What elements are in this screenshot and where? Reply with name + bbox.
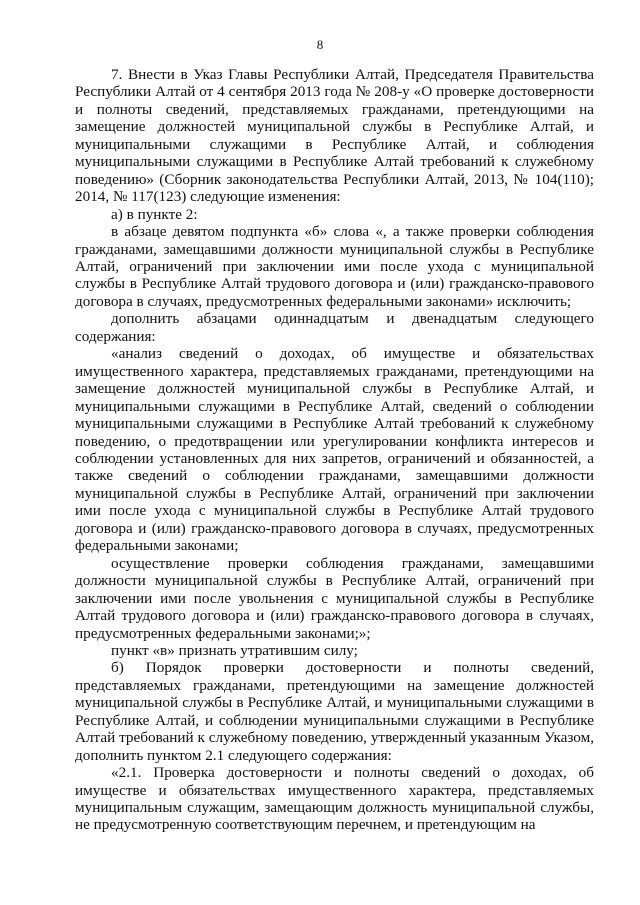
paragraph-subitem-a: а) в пункте 2: — [111, 205, 198, 223]
paragraph-clause-2-1: «2.1. Проверка достоверности и полноты сведений о доходах, об имуществе и обязательствах имущественного характера, представляемых муниципальным служащим, замещающим должность муниципальной службы, не предусмотренную соответствующим перечнем, и претендующим на — [75, 764, 594, 834]
paragraph-subitem-b: б) Порядок проверки достоверности и полноты сведений, представляемых гражданами, претендующими на замещение должностей муниципальной службы в Республике Алтай, и муниципальными служащими в Республике Алтай, и соблюдении муниципальными служащими в Республике Алтай требований к служебному поведению, утвержденный указанным Указом, дополнить пунктом 2.1 следующего содержания: — [75, 659, 594, 764]
paragraph-amendment-b-exclusion: в абзаце девятом подпункта «б» слова «, а также проверки соблюдения гражданами, замещавшими должности муниципальной службы в Республике Алтай, ограничений при заключении ими после ухода с муниципальной службы в Республике Алтай трудового договора и (или) гражданско-правового договора в случаях, предусмотренных федеральными законами» исключить; — [75, 223, 594, 310]
document-body — [75, 66, 594, 834]
paragraph-item-7: 7. Внести в Указ Главы Республики Алтай, Председателя Правительства Республики Алтай от 4 сентября 2013 года № 208-у «О проверке достоверности и полноты сведений, представляемых гражданами, претендующими на замещение должностей муниципальной службы в Республике Алтай, и муниципальными служащими в Республике Алтай, и соблюдения муниципальными служащими в Республике Алтай требований к служебному поведению» (Сборник законодательства Республики Алтай, 2013, № 104(110); 2014, № 117(123) следующие изменения: — [75, 66, 594, 206]
paragraph-item-v-void: пункт «в» признать утратившим силу; — [111, 641, 358, 659]
paragraph-quote-analysis: «анализ сведений о доходах, об имуществе и обязательствах имущественного характера, представляемых гражданами, претендующими на замещение должностей муниципальной службы в Республике Алтай, и муниципальными служащими в Республике Алтай, сведений о соблюдении муниципальными служащими в Республике Алтай требований к служебному поведению, о предотвращении или урегулировании конфликта интересов и соблюдении установленных для них запретов, ограничений и обязанностей, а также сведений о соблюдении гражданами, замещавшими должности муниципальной службы в Республике Алтай, ограничений при заключении ими после ухода с муниципальной службы в Республике Алтай трудового договора и (или) гражданско-правового договора в случаях, предусмотренных федеральными законами; — [75, 345, 594, 555]
paragraph-quote-verification: осуществление проверки соблюдения гражданами, замещавшими должности муниципальной службы в Республике Алтай, ограничений при заключении ими после увольнения с муниципальной службы в Республике Алтай трудового договора и (или) гражданско-правового договора в случаях, предусмотренных федеральными законами;»; — [75, 554, 594, 642]
page-number: 8 — [316, 37, 324, 52]
paragraph-supplement-intro: дополнить абзацами одиннадцатым и двенадцатым следующего содержания: — [75, 310, 594, 345]
